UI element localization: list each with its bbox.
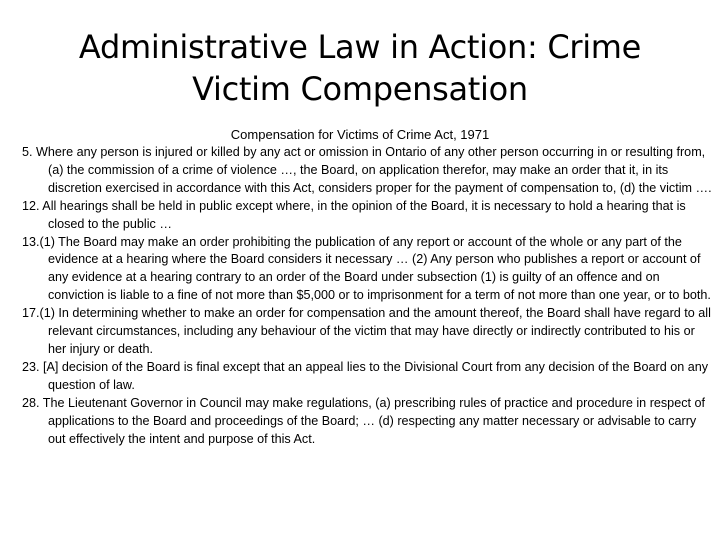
slide-title-line-1: Administrative Law in Action: Crime — [78, 28, 642, 66]
act-section-13: 13.(1) The Board may make an order prohibiting the publication of any report or account of the whole or any part of the evidence at a hearing where the Board considers it necessary … (2) Any person who publishes a report or account of any evidence at a hearing contrary to an order of the Board under subsection (1) is guilty of an offence and on conviction is liable to a fine of not more than $5,000 or to imprisonment for a term of not more than one year, or to both. — [22, 234, 711, 303]
act-section-28: 28. The Lieutenant Governor in Council may make regulations, (a) prescribing rules of practice and procedure in respect of applications to the Board and proceedings of the Board; … (d) respecting any matter necessary or advisable to carry out effectively the intent and purpose of this Act. — [22, 395, 705, 446]
act-section-5: 5. Where any person is injured or killed by any act or omission in Ontario of any other person occurring in or resulting from, (a) the commission of a crime of violence …, the Board, on application therefor, may make an order that it, in its discretion exercised in accordance with this Act, considers proper for the payment of compensation to, (d) the victim …. — [22, 145, 712, 195]
slide-title-line-2: Victim Compensation — [192, 70, 528, 108]
act-heading: Compensation for Victims of Crime Act, 1971 — [230, 127, 490, 142]
act-sections-list — [22, 144, 712, 448]
act-section-17: 17.(1) In determining whether to make an order for compensation and the amount thereof, the Board shall have regard to all relevant circumstances, including any behaviour of the victim that may have directly or indirectly contributed to his or her injury or death. — [22, 306, 711, 356]
act-section-12: 12. All hearings shall be held in public except where, in the opinion of the Board, it is necessary to hold a hearing that is closed to the public … — [22, 198, 686, 231]
slide-title — [40, 26, 680, 110]
act-section-23: 23. [A] decision of the Board is final except that an appeal lies to the Divisional Court from any decision of the Board on any question of law. — [22, 359, 709, 392]
